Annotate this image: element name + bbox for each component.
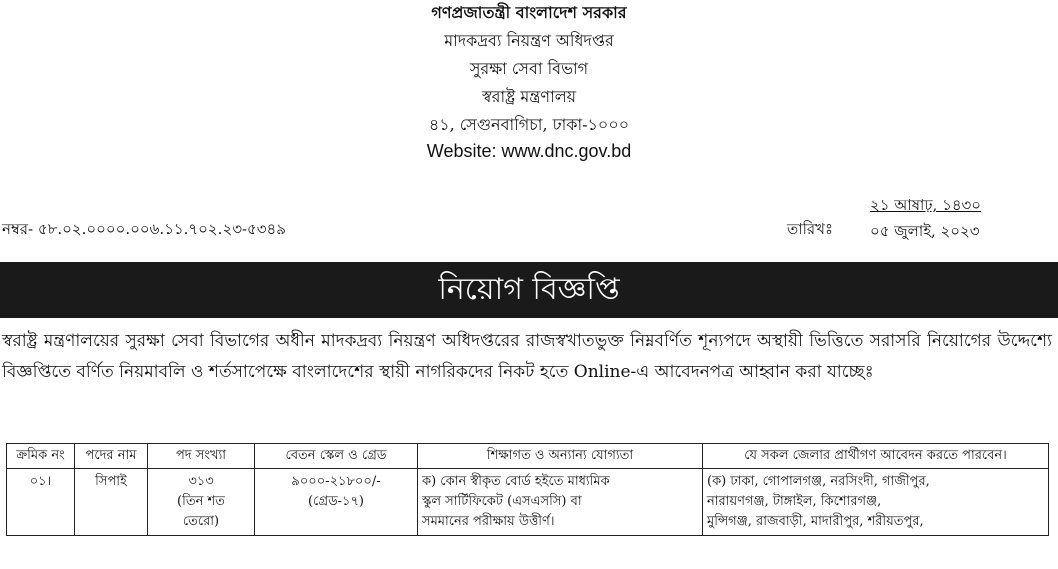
memo-number: নম্বর- ৫৮.০২.০০০০.০০৬.১১.৭০২.২৩-৫৩৪৯: [2, 220, 286, 238]
header-count: পদ সংখ্যা: [148, 444, 255, 469]
pay-scale: ৯০০০-২১৮০০/-: [291, 474, 381, 489]
districts-line-2: নারায়ণগঞ্জ, টাঙ্গাইল, কিশোরগঞ্জ,: [707, 494, 882, 509]
qualification-line-3: সমমানের পরীক্ষায় উত্তীর্ণ।: [422, 514, 555, 529]
header-qualification: শিক্ষাগত ও অন্যান্য যোগ্যতা: [418, 444, 703, 469]
cell-qualification: [418, 469, 703, 536]
cell-count: [148, 469, 255, 536]
count-words-2: তেরো): [182, 514, 220, 529]
qualification-line-1: ক) কোন স্বীকৃত বোর্ড হইতে মাধ্যমিক: [422, 474, 610, 489]
office-address: ৪১, সেগুনবাগিচা, ঢাকা-১০০০: [428, 115, 630, 134]
count-number: ৩১৩: [188, 474, 214, 489]
department-name: মাদকদ্রব্য নিয়ন্ত্রণ অধিদপ্তর: [444, 31, 614, 50]
division-name: সুরক্ষা সেবা বিভাগ: [469, 59, 589, 78]
website-link[interactable]: Website: www.dnc.gov.bd: [426, 141, 632, 161]
date-bangla: ২১ আষাঢ়, ১৪৩০: [870, 196, 982, 214]
intro-paragraph: স্বরাষ্ট্র মন্ত্রণালয়ের সুরক্ষা সেবা বিভাগের অধীন মাদকদ্রব্য নিয়ন্ত্রণ অধিদপ্তরের রাজস্বখাতভুক্ত নিম্নবর্ণিত শূন্যপদে অস্থায়ী ভিত্তিতে সরাসরি নিয়োগের উদ্দেশ্যে বিজ্ঞপ্তিতে বর্ণিত নিয়মাবলি ও শর্তসাপেক্ষে বাংলাদেশের স্থায়ী নাগরিকদের নিকট হতে Online-এ আবেদনপত্র আহ্বান করা যাচ্ছেঃ: [2, 331, 1052, 382]
pay-grade: (গ্রেড-১৭): [307, 494, 364, 509]
header-scale: বেতন স্কেল ও গ্রেড: [255, 444, 418, 469]
table-header-row: [7, 444, 1049, 469]
cell-districts: [703, 469, 1049, 536]
notice-title-banner: নিয়োগ বিজ্ঞপ্তি: [0, 262, 1058, 318]
districts-line-1: (ক) ঢাকা, গোপালগঞ্জ, নরসিংদী, গাজীপুর,: [707, 474, 930, 489]
ministry-name: স্বরাষ্ট্র মন্ত্রণালয়: [481, 87, 577, 106]
header-serial: ক্রমিক নং: [7, 444, 75, 469]
count-words-1: (তিন শত: [177, 494, 225, 509]
posts-table-wrapper: [6, 443, 1052, 536]
table-row: [7, 469, 1049, 536]
posts-table: [6, 443, 1049, 536]
header-post: পদের নাম: [75, 444, 148, 469]
date-label: তারিখঃ: [787, 220, 833, 238]
govt-title: গণপ্রজাতন্ত্রী বাংলাদেশ সরকার: [431, 3, 627, 22]
header-districts: যে সকল জেলার প্রার্থীগণ আবেদন করতে পারবেন।: [703, 444, 1049, 469]
cell-post: সিপাই: [75, 469, 148, 536]
qualification-line-2: স্কুল সার্টিফিকেট (এসএসসি) বা: [422, 494, 582, 509]
cell-serial: ০১।: [7, 469, 75, 536]
memo-date: [870, 192, 1050, 244]
cell-scale: [255, 469, 418, 536]
districts-line-3: মুন্সিগঞ্জ, রাজবাড়ী, মাদারীপুর, শরীয়তপুর,: [707, 514, 924, 529]
date-english: ০৫ জুলাই, ২০২৩: [870, 222, 980, 240]
